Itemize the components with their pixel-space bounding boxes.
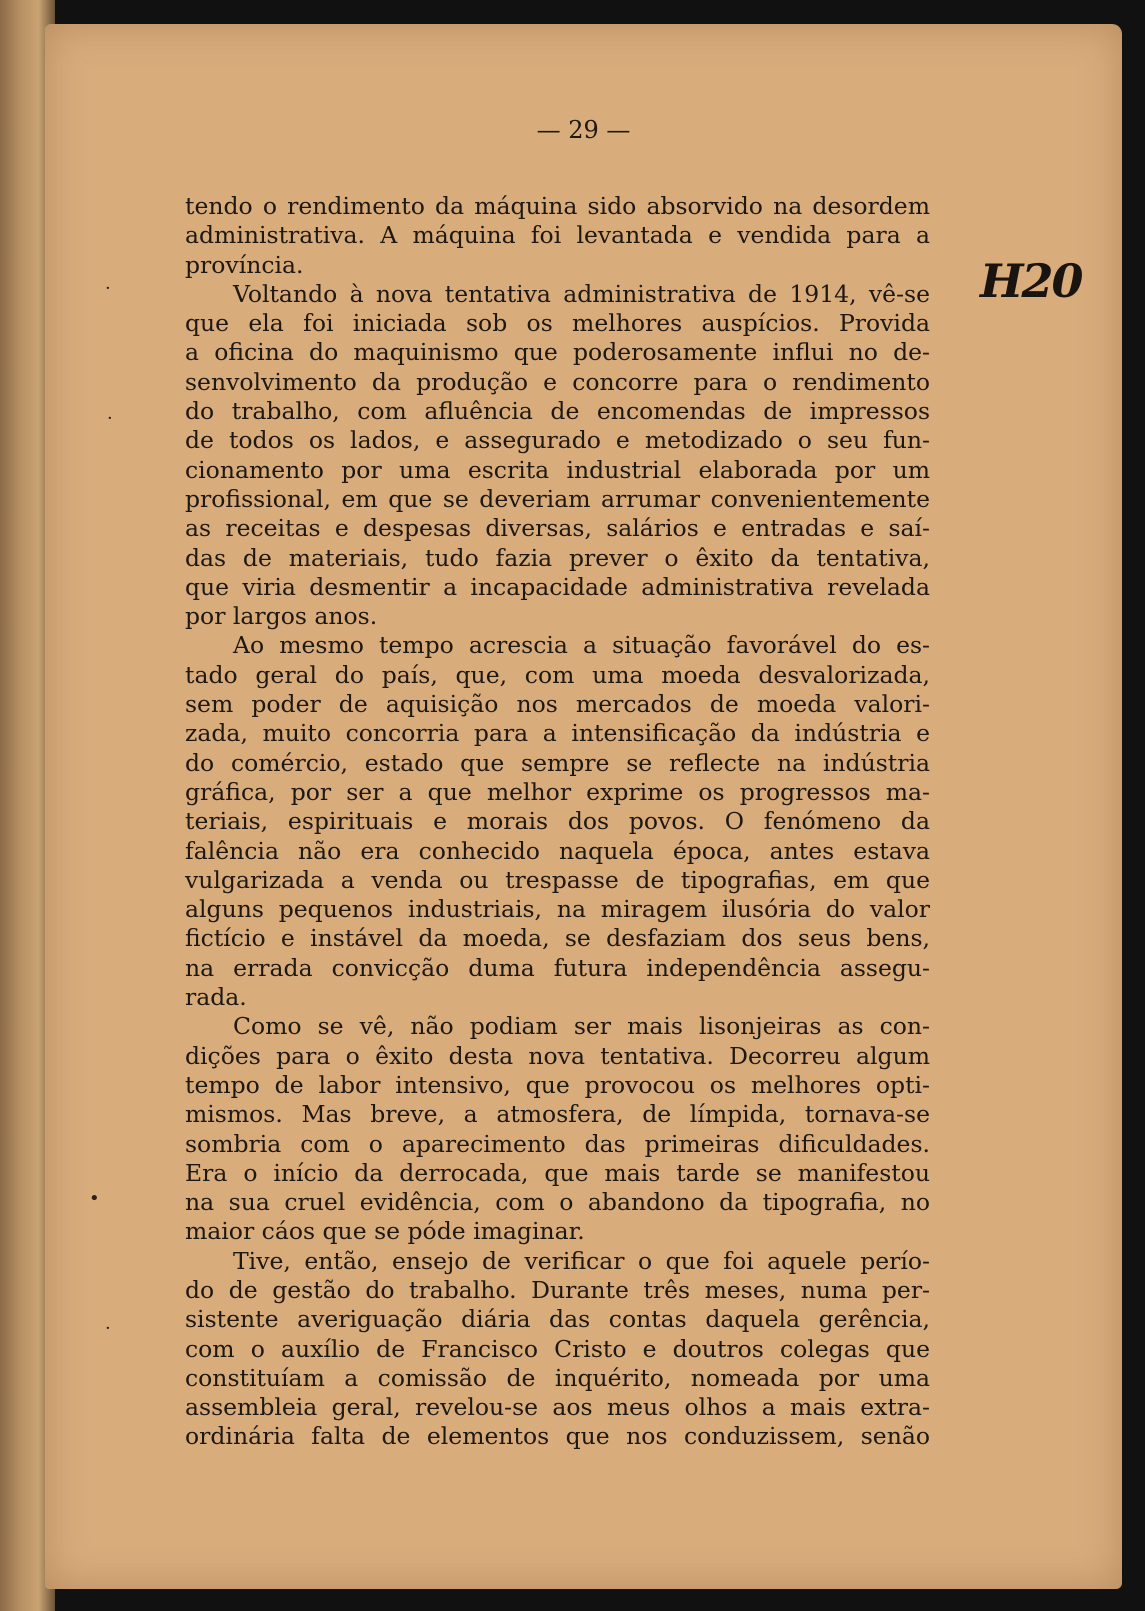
text-line: constituíam a comissão de inquérito, nomeada por uma (185, 1363, 930, 1392)
text-line: que ela foi iniciada sob os melhores auspícios. Provida (185, 309, 930, 338)
page-body-text (185, 192, 930, 1452)
text-line: na sua cruel evidência, com o abandono da tipografia, no (185, 1188, 930, 1217)
text-line: província. (185, 250, 304, 279)
page-number: — 29 — (536, 116, 631, 144)
text-line: dições para o êxito desta nova tentativa. Decorreu algum (185, 1041, 930, 1070)
text-line: que viria desmentir a incapacidade administrativa revelada (185, 572, 930, 601)
text-line: de todos os lados, e assegurado e metodizado o seu fun- (185, 426, 930, 455)
margin-dot-mark: · (107, 408, 113, 429)
text-line: rada. (185, 983, 247, 1012)
margin-dot-mark: · (105, 1318, 111, 1339)
text-line: alguns pequenos industriais, na miragem ilusória do valor (185, 895, 930, 924)
text-line: Voltando à nova tentativa administrativa de 1914, vê-se (233, 279, 930, 308)
text-line: ordinária falta de elementos que nos conduzissem, senão (185, 1422, 930, 1451)
text-line: Como se vê, não podiam ser mais lisonjeiras as con- (233, 1012, 930, 1041)
text-line: fictício e instável da moeda, se desfaziam dos seus bens, (185, 924, 930, 953)
text-line: teriais, espirituais e morais dos povos. O fenómeno da (185, 807, 930, 836)
text-line: as receitas e despesas diversas, salários e entradas e saí- (185, 514, 930, 543)
text-line: sistente averiguação diária das contas daquela gerência, (185, 1305, 930, 1334)
text-line: com o auxílio de Francisco Cristo e doutros colegas que (185, 1334, 930, 1363)
text-line: Tive, então, ensejo de verificar o que foi aquele perío- (233, 1246, 930, 1275)
text-line: zada, muito concorria para a intensificação da indústria e (185, 719, 930, 748)
margin-dot-mark: · (105, 278, 111, 299)
text-line: das de materiais, tudo fazia prever o êxito da tentativa, (185, 543, 930, 572)
text-line: maior cáos que se póde imaginar. (185, 1217, 585, 1246)
text-line: tendo o rendimento da máquina sido absorvido na desordem (185, 192, 930, 220)
text-line: do trabalho, com afluência de encomendas de impressos (185, 397, 930, 426)
text-line: Ao mesmo tempo acrescia a situação favorável do es- (233, 631, 930, 660)
margin-dot-mark: • (89, 1188, 100, 1209)
text-line: a oficina do maquinismo que poderosamente influi no de- (185, 338, 930, 367)
text-line: mismos. Mas breve, a atmosfera, de límpida, tornava-se (185, 1100, 930, 1129)
text-line: sombria com o aparecimento das primeiras dificuldades. (185, 1129, 930, 1158)
text-line: do de gestão do trabalho. Durante três meses, numa per- (185, 1275, 930, 1304)
text-line: falência não era conhecido naquela época, antes estava (185, 836, 930, 865)
book-page (45, 24, 1122, 1589)
text-line: senvolvimento da produção e concorre para o rendimento (185, 367, 930, 396)
text-line: administrativa. A máquina foi levantada e vendida para a (185, 221, 930, 250)
text-line: profissional, em que se deveriam arrumar convenientemente (185, 484, 930, 513)
text-line: Era o início da derrocada, que mais tarde se manifestou (185, 1158, 930, 1187)
text-line: assembleia geral, revelou-se aos meus olhos a mais extra- (185, 1393, 930, 1422)
text-line: sem poder de aquisição nos mercados de moeda valori- (185, 690, 930, 719)
text-line: tado geral do país, que, com uma moeda desvalorizada, (185, 660, 930, 689)
text-line: na errada convicção duma futura independência assegu- (185, 953, 930, 982)
text-line: cionamento por uma escrita industrial elaborada por um (185, 455, 930, 484)
text-line: tempo de labor intensivo, que provocou os melhores opti- (185, 1070, 930, 1099)
text-line: gráfica, por ser a que melhor exprime os progressos ma- (185, 777, 930, 806)
text-line: por largos anos. (185, 602, 378, 631)
handwritten-margin-annotation: H20 (980, 254, 1082, 308)
text-line: do comércio, estado que sempre se reflecte na indústria (185, 748, 930, 777)
text-line: vulgarizada a venda ou trespasse de tipografias, em que (185, 865, 930, 894)
